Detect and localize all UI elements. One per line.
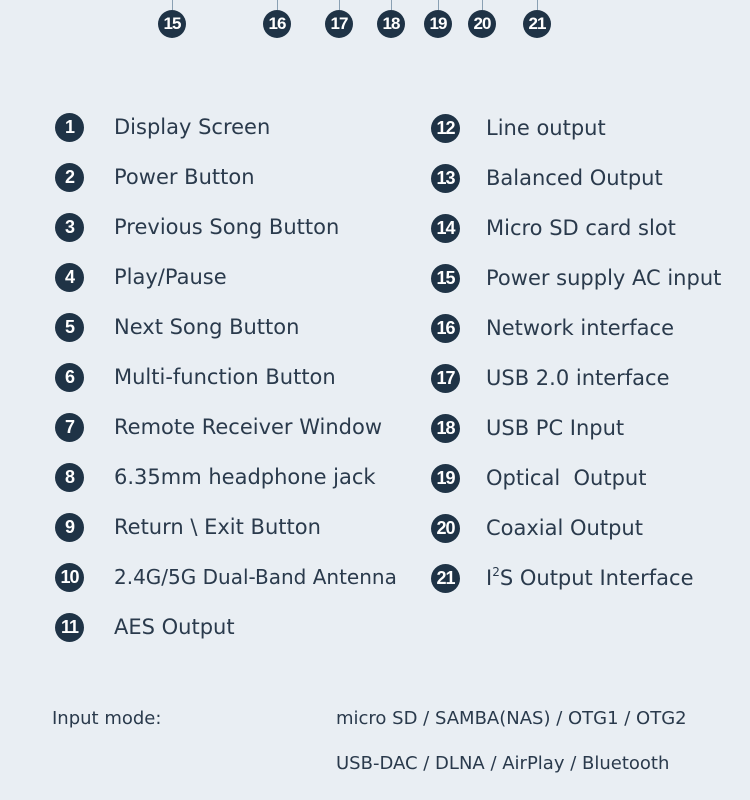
- label-suffix: S Output Interface: [499, 566, 694, 590]
- number-badge: 9: [55, 513, 84, 542]
- callout-15: 15: [158, 10, 186, 38]
- legend-item: [431, 463, 646, 493]
- label-superscript: 2: [492, 565, 500, 579]
- legend-item: [431, 513, 643, 543]
- legend-label: Micro SD card slot: [486, 216, 676, 240]
- legend-label: 2.4G/5G Dual-Band Antenna: [114, 565, 397, 589]
- legend-item: [431, 563, 694, 593]
- input-modes-line-1: micro SD / SAMBA(NAS) / OTG1 / OTG2: [336, 708, 687, 729]
- number-badge: 2: [55, 163, 84, 192]
- legend-item: [55, 412, 382, 442]
- number-badge: 12: [431, 114, 460, 143]
- number-badge: 5: [55, 313, 84, 342]
- legend-label: Power Button: [114, 165, 255, 189]
- input-modes-line-2: USB-DAC / DLNA / AirPlay / Bluetooth: [336, 753, 670, 774]
- legend-item: [55, 162, 255, 192]
- legend-label: Previous Song Button: [114, 215, 340, 239]
- legend-item: [431, 363, 670, 393]
- callout-18: 18: [377, 10, 405, 38]
- legend-label: Power supply AC input: [486, 266, 722, 290]
- number-badge: 13: [431, 164, 460, 193]
- legend-label: Display Screen: [114, 115, 271, 139]
- number-badge: 6: [55, 363, 84, 392]
- number-badge: 4: [55, 263, 84, 292]
- legend-label: USB 2.0 interface: [486, 366, 670, 390]
- number-badge: 19: [431, 464, 460, 493]
- legend-item: [55, 112, 270, 142]
- legend-label: Coaxial Output: [486, 516, 643, 540]
- callout-21: 21: [523, 10, 551, 38]
- label-prefix: I: [486, 566, 493, 590]
- number-badge: 18: [431, 414, 460, 443]
- legend-label: Optical Output: [486, 466, 647, 490]
- callout-16: 16: [263, 10, 291, 38]
- legend-label: Next Song Button: [114, 315, 300, 339]
- number-badge: 3: [55, 213, 84, 242]
- number-badge: 14: [431, 214, 460, 243]
- callout-20: 20: [468, 10, 496, 38]
- legend-label: 6.35mm headphone jack: [114, 465, 376, 489]
- number-badge: 21: [431, 564, 460, 593]
- legend-item: [55, 262, 227, 292]
- number-badge: 7: [55, 413, 84, 442]
- legend-item: [55, 212, 339, 242]
- legend-label: [486, 563, 694, 593]
- legend-item: [431, 213, 676, 243]
- legend-label: Remote Receiver Window: [114, 415, 383, 439]
- legend-item: [55, 562, 397, 592]
- legend-item: [431, 163, 663, 193]
- number-badge: 1: [55, 113, 84, 142]
- callout-19: 19: [424, 10, 452, 38]
- legend-label: Network interface: [486, 316, 675, 340]
- legend-item: [431, 263, 721, 293]
- number-badge: 17: [431, 364, 460, 393]
- legend-item: [55, 512, 321, 542]
- legend-label: Return \ Exit Button: [114, 515, 321, 539]
- number-badge: 8: [55, 463, 84, 492]
- legend-label: Balanced Output: [486, 166, 663, 190]
- legend-label: AES Output: [114, 615, 235, 639]
- legend-item: [55, 312, 299, 342]
- input-mode-label: Input mode:: [52, 708, 162, 729]
- legend-label: Play/Pause: [114, 265, 227, 289]
- callout-17: 17: [325, 10, 353, 38]
- number-badge: 15: [431, 264, 460, 293]
- number-badge: 10: [55, 563, 84, 592]
- legend-label: USB PC Input: [486, 416, 625, 440]
- number-badge: 11: [55, 613, 84, 642]
- legend-label: Line output: [486, 116, 606, 140]
- legend-item: [431, 413, 624, 443]
- legend-item: [55, 612, 235, 642]
- number-badge: 16: [431, 314, 460, 343]
- legend-item: [431, 313, 674, 343]
- legend-item: [431, 113, 606, 143]
- legend-item: [55, 462, 376, 492]
- legend-label: Multi-function Button: [114, 365, 336, 389]
- number-badge: 20: [431, 514, 460, 543]
- legend-item: [55, 362, 336, 392]
